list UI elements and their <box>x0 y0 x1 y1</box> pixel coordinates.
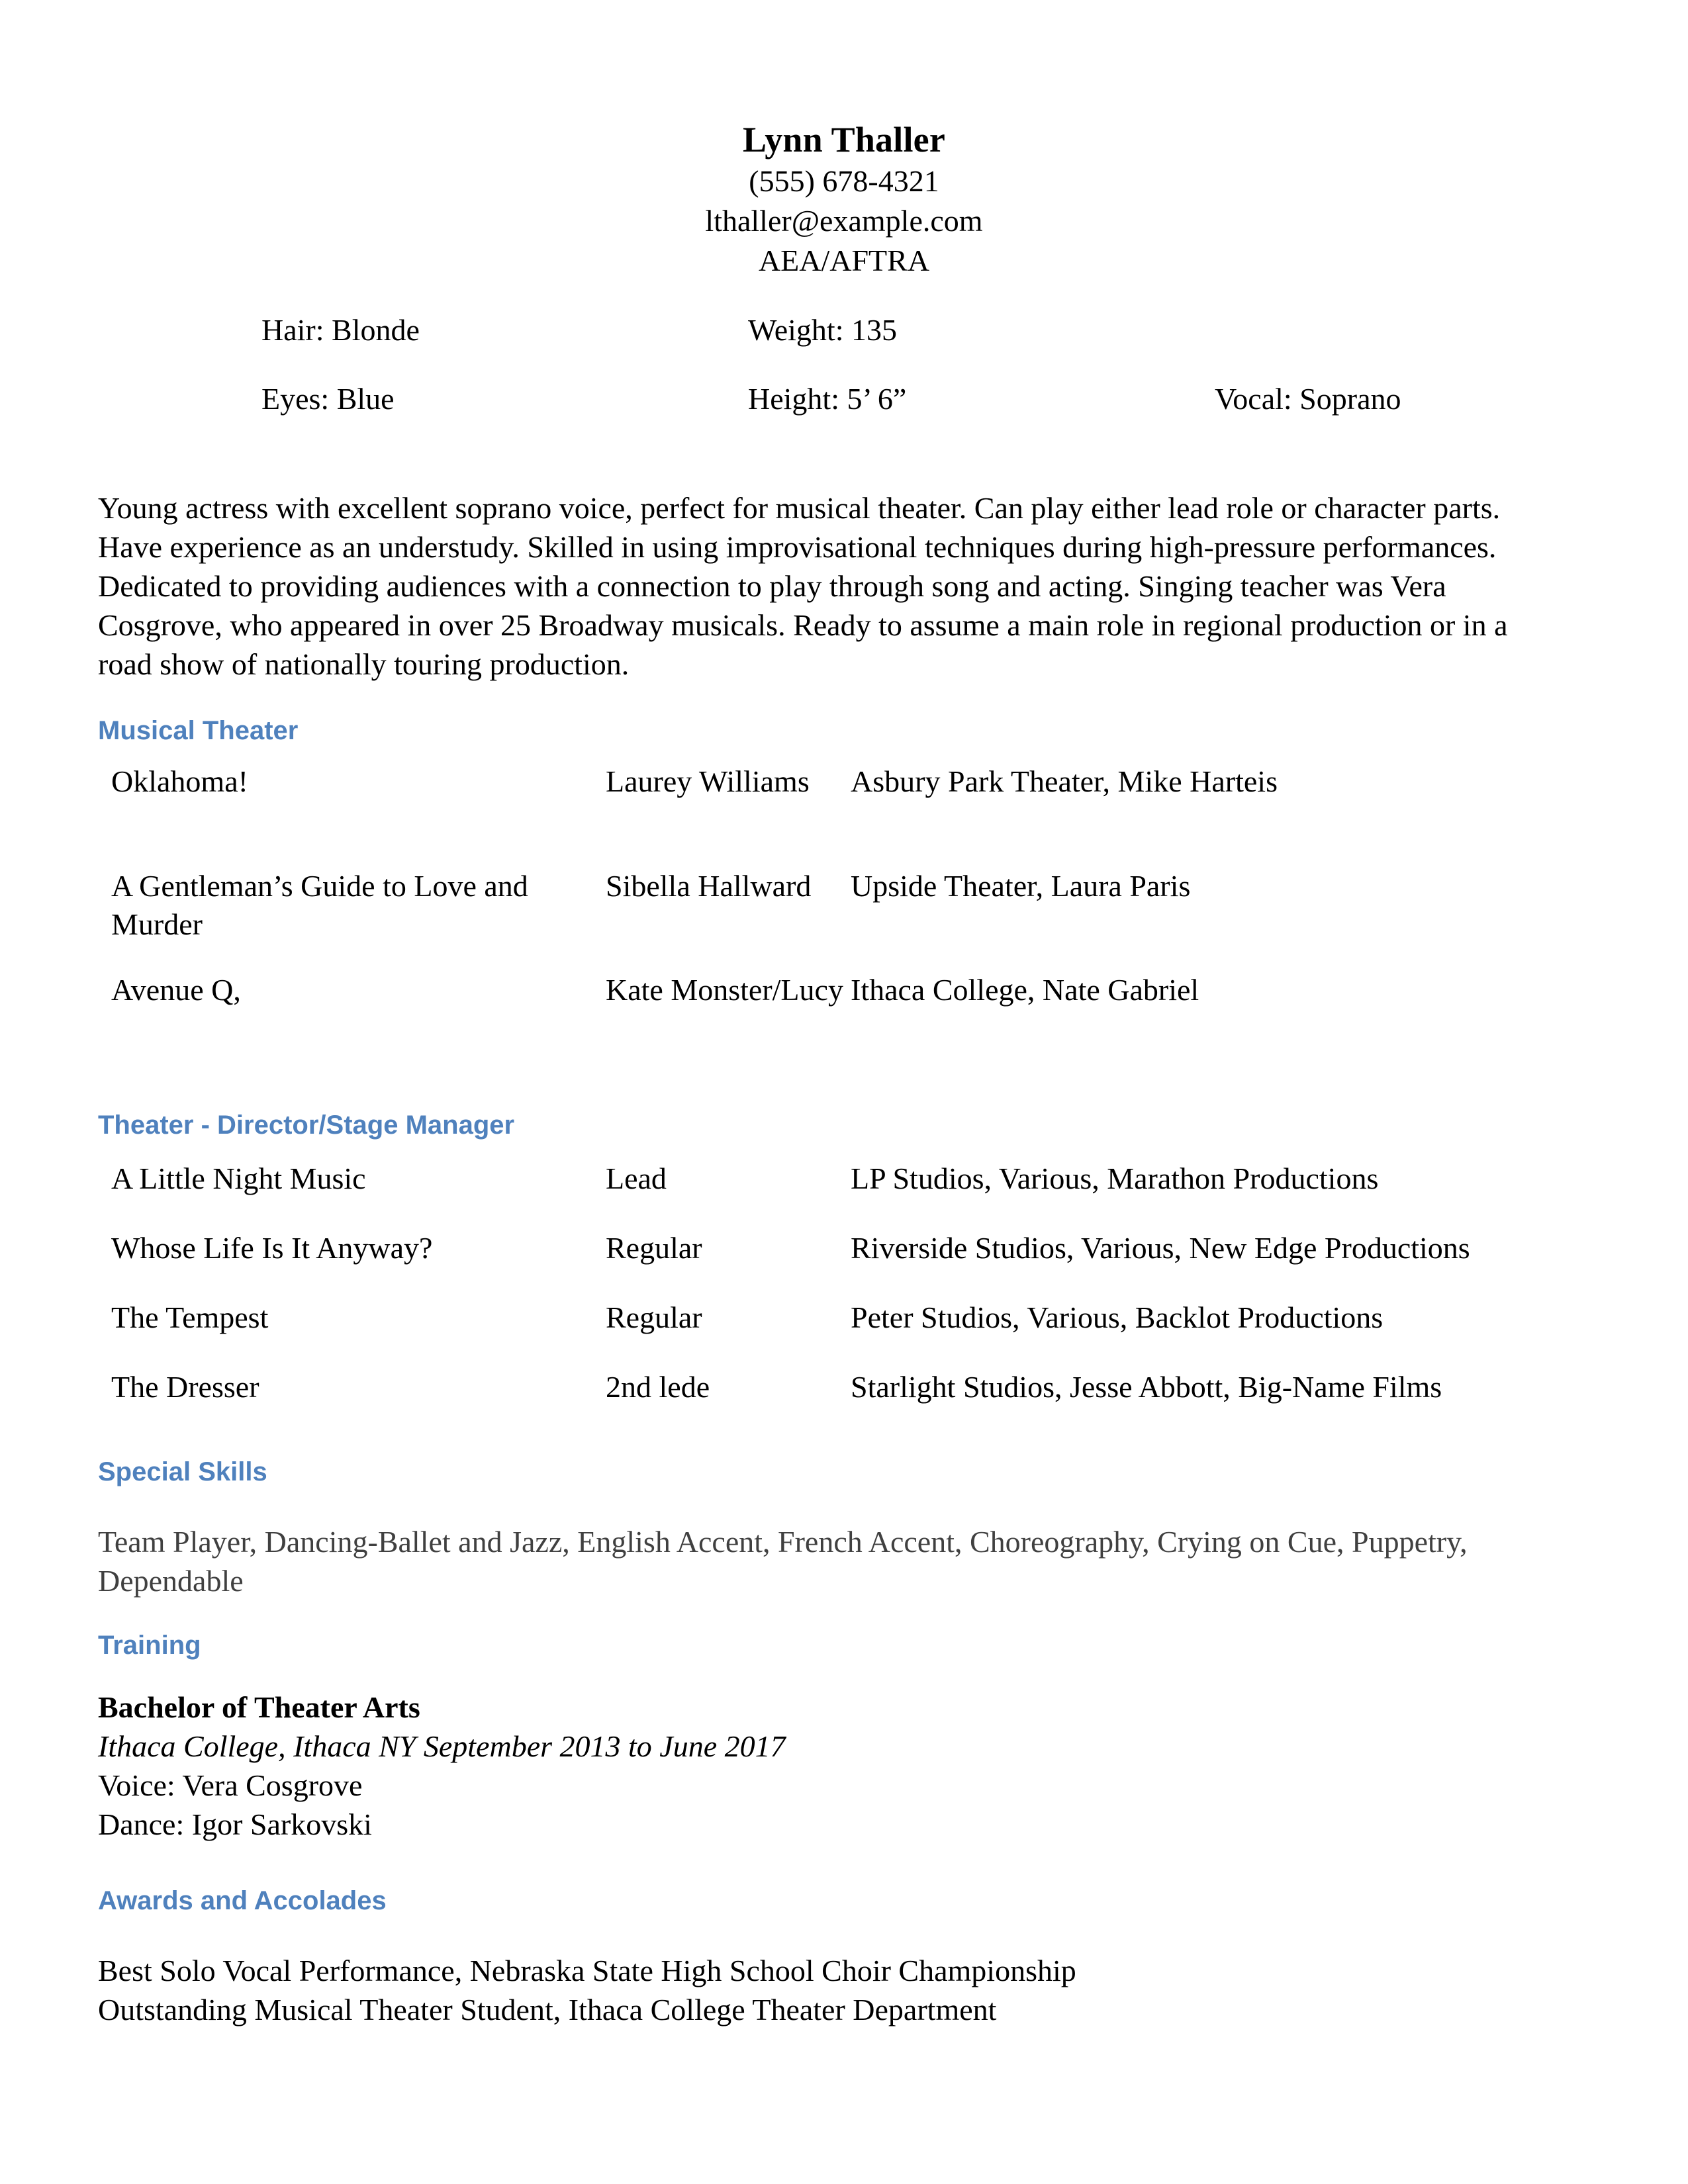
professional-summary: Young actress with excellent soprano voice, perfect for musical theater. Can play either lead role or character parts. Have experience as an understudy. Skilled in using improvisational techniques during high-pressure performances. Dedicated to providing audiences with a connection to play through song and acting. Singing teacher was Vera Cosgrove, who appeared in over 25 Broadway musicals. Ready to assume a main role in regional production or in a road show of nationally touring production. <box>98 491 1508 681</box>
resume-header <box>0 118 1688 281</box>
credit-title: Avenue Q, <box>111 973 241 1007</box>
table-row <box>0 867 1688 971</box>
section-heading-musical-theater: Musical Theater <box>98 716 299 745</box>
stat-weight: Weight: 135 <box>748 313 897 347</box>
section-heading-special-skills: Special Skills <box>98 1457 267 1486</box>
stats-row-2 <box>0 380 1688 449</box>
credit-title: Oklahoma! <box>111 764 248 798</box>
credit-role: Sibella Hallward <box>606 869 812 903</box>
credit-title: The Dresser <box>111 1370 259 1404</box>
section-heading-awards: Awards and Accolades <box>98 1886 387 1915</box>
credit-title: A Gentleman’s Guide to Love and Murder <box>111 869 528 941</box>
physical-stats <box>0 311 1688 449</box>
table-row <box>0 1229 1688 1298</box>
table-row <box>0 1368 1688 1437</box>
training-institution: Ithaca College, Ithaca NY September 2013 to June 2017 <box>98 1729 786 1763</box>
stat-eyes: Eyes: Blue <box>261 382 395 416</box>
candidate-email: lthaller@example.com <box>705 204 983 238</box>
credit-role: 2nd lede <box>606 1370 710 1404</box>
credit-title: Whose Life Is It Anyway? <box>111 1231 433 1265</box>
stat-height: Height: 5’ 6” <box>748 382 907 416</box>
credit-role: Regular <box>606 1231 702 1265</box>
credit-role: Regular <box>606 1300 702 1334</box>
stat-hair: Hair: Blonde <box>261 313 420 347</box>
section-heading-training: Training <box>98 1631 201 1660</box>
credit-house: Upside Theater, Laura Paris <box>851 869 1191 903</box>
credits-director-stage-manager <box>0 1160 1688 1437</box>
special-skills-body: Team Player, Dancing-Ballet and Jazz, English Accent, French Accent, Choreography, Crying on Cue, Puppetry, Dependable <box>98 1525 1468 1598</box>
credit-house: LP Studios, Various, Marathon Productions <box>851 1161 1379 1195</box>
credit-title: A Little Night Music <box>111 1161 366 1195</box>
credit-house: Peter Studios, Various, Backlot Productions <box>851 1300 1383 1334</box>
candidate-phone: (555) 678-4321 <box>749 164 939 198</box>
table-row <box>0 1160 1688 1229</box>
section-heading-director-stage-manager: Theater - Director/Stage Manager <box>98 1111 515 1140</box>
table-row <box>0 971 1688 1075</box>
credit-role: Lead <box>606 1161 667 1195</box>
candidate-union: AEA/AFTRA <box>758 244 930 277</box>
award-item: Best Solo Vocal Performance, Nebraska State High School Choir Championship <box>98 1954 1076 1987</box>
credit-house: Starlight Studios, Jesse Abbott, Big-Name Films <box>851 1370 1442 1404</box>
training-degree: Bachelor of Theater Arts <box>98 1690 420 1724</box>
credit-role: Laurey Williams <box>606 764 810 798</box>
stats-row-1 <box>0 311 1688 380</box>
credits-musical-theater <box>0 762 1688 1075</box>
credit-house: Ithaca College, Nate Gabriel <box>851 973 1199 1007</box>
credit-title: The Tempest <box>111 1300 269 1334</box>
awards-block <box>98 1951 1544 2029</box>
credit-house: Riverside Studios, Various, New Edge Productions <box>851 1231 1470 1265</box>
award-item: Outstanding Musical Theater Student, Ithaca College Theater Department <box>98 1993 997 2026</box>
training-voice: Voice: Vera Cosgrove <box>98 1768 363 1802</box>
training-dance: Dance: Igor Sarkovski <box>98 1807 372 1841</box>
stat-vocal: Vocal: Soprano <box>1215 382 1401 416</box>
credit-role: Kate Monster/Lucy <box>606 973 843 1007</box>
credit-house: Asbury Park Theater, Mike Harteis <box>851 764 1278 798</box>
table-row <box>0 762 1688 867</box>
candidate-name: Lynn Thaller <box>742 120 946 159</box>
training-block <box>98 1688 1544 1844</box>
table-row <box>0 1298 1688 1368</box>
